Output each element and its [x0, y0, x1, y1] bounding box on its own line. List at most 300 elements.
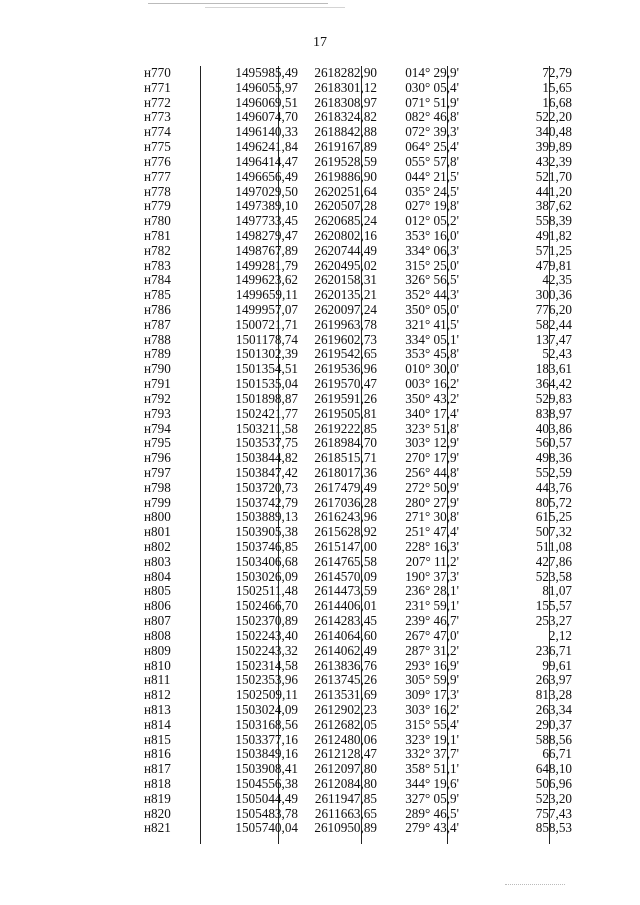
distance-cell: 491,82	[535, 227, 572, 243]
direction-angle-cell: 303° 16,2'	[405, 701, 459, 717]
point-id-cell: н794	[144, 420, 171, 436]
point-id-cell: н810	[144, 657, 171, 673]
page-number: 17	[313, 35, 327, 50]
point-id-cell: н818	[144, 776, 171, 791]
x-coordinate-cell: 1502509,11	[235, 687, 298, 703]
table-row	[120, 66, 598, 81]
x-coordinate-cell: 1501354,51	[235, 361, 298, 377]
distance-cell: 558,39	[535, 213, 572, 229]
distance-cell: 498,36	[535, 450, 572, 466]
y-coordinate-cell: 2620685,24	[314, 213, 377, 229]
x-coordinate-cell: 1503377,16	[235, 731, 298, 747]
distance-cell: 522,20	[535, 109, 572, 125]
point-id-cell: н776	[144, 153, 171, 169]
distance-cell: 66,71	[542, 746, 572, 762]
point-id-cell: н816	[144, 746, 171, 762]
distance-cell: 523,20	[535, 790, 572, 806]
point-id-cell: н778	[144, 183, 171, 199]
direction-angle-cell: 353° 16,0'	[405, 227, 459, 243]
direction-angle-cell: 352° 44,3'	[405, 287, 459, 303]
point-id-cell: н819	[144, 790, 171, 806]
distance-cell: 364,42	[535, 376, 572, 392]
distance-cell: 441,20	[535, 183, 572, 199]
x-coordinate-cell: 1502421,77	[235, 405, 298, 421]
distance-cell: 403,86	[535, 420, 572, 436]
table-row	[120, 155, 598, 170]
point-id-cell: н787	[144, 316, 171, 332]
x-coordinate-cell: 1503211,58	[235, 420, 298, 436]
direction-angle-cell: 350° 43,2'	[405, 390, 459, 406]
x-coordinate-cell: 1499281,79	[235, 257, 298, 273]
y-coordinate-cell: 2613836,76	[314, 657, 377, 673]
distance-cell: 776,20	[535, 302, 572, 317]
y-coordinate-cell: 2612097,80	[314, 761, 377, 777]
x-coordinate-cell: 1502466,70	[235, 598, 298, 614]
point-id-cell: н821	[144, 820, 171, 836]
point-id-cell: н815	[144, 731, 171, 747]
y-coordinate-cell: 2614570,09	[314, 568, 377, 584]
x-coordinate-cell: 1503026,09	[235, 568, 298, 584]
table-row	[120, 792, 598, 807]
table-row	[120, 125, 598, 140]
direction-angle-cell: 279° 43,4'	[405, 820, 459, 836]
direction-angle-cell: 072° 39,3'	[405, 124, 459, 140]
table-row	[120, 392, 598, 407]
point-id-cell: н789	[144, 346, 171, 362]
x-coordinate-cell: 1505483,78	[235, 805, 298, 821]
x-coordinate-cell: 1501898,87	[235, 390, 298, 406]
x-coordinate-cell: 1503720,73	[235, 479, 298, 495]
direction-angle-cell: 303° 12,9'	[405, 435, 459, 451]
distance-cell: 858,53	[535, 820, 572, 836]
point-id-cell: н817	[144, 761, 171, 777]
x-coordinate-cell: 1505740,04	[235, 820, 298, 836]
direction-angle-cell: 305° 59,9'	[405, 672, 459, 688]
x-coordinate-cell: 1503406,68	[235, 553, 298, 569]
table-row	[120, 629, 598, 644]
y-coordinate-cell: 2620507,28	[314, 198, 377, 214]
y-coordinate-cell: 2615147,00	[314, 539, 377, 554]
top-decorative-rule-secondary	[205, 7, 345, 8]
x-coordinate-cell: 1501302,39	[235, 346, 298, 362]
point-id-cell: н811	[144, 672, 171, 688]
x-coordinate-cell: 1499659,11	[235, 287, 298, 303]
direction-angle-cell: 270° 17,9'	[405, 450, 459, 466]
table-row	[120, 614, 598, 629]
point-id-cell: н780	[144, 213, 171, 229]
x-coordinate-cell: 1502314,58	[235, 657, 298, 673]
distance-cell: 236,71	[535, 642, 572, 658]
y-coordinate-cell: 2620802,16	[314, 227, 377, 243]
x-coordinate-cell: 1496069,51	[235, 94, 298, 110]
distance-cell: 648,10	[535, 761, 572, 777]
coordinates-grid	[120, 66, 598, 836]
y-coordinate-cell: 2615628,92	[314, 524, 377, 540]
y-coordinate-cell: 2619536,96	[314, 361, 377, 377]
table-row	[120, 644, 598, 659]
table-row	[120, 140, 598, 155]
point-id-cell: н806	[144, 598, 171, 614]
x-coordinate-cell: 1496656,49	[235, 168, 298, 184]
point-id-cell: н797	[144, 464, 171, 480]
table-row	[120, 288, 598, 303]
table-body	[120, 66, 598, 836]
distance-cell: 443,76	[535, 479, 572, 495]
x-coordinate-cell: 1496074,70	[235, 109, 298, 125]
point-id-cell: н792	[144, 390, 171, 406]
table-row	[120, 362, 598, 377]
y-coordinate-cell: 2618017,36	[314, 464, 377, 480]
distance-cell: 72,79	[542, 65, 572, 80]
y-coordinate-cell: 2618842,88	[314, 124, 377, 140]
x-coordinate-cell: 1505044,49	[235, 790, 298, 806]
direction-angle-cell: 323° 19,1'	[405, 731, 459, 747]
direction-angle-cell: 064° 25,4'	[405, 139, 459, 155]
direction-angle-cell: 326° 56,5'	[405, 272, 459, 288]
distance-cell: 16,68	[542, 94, 572, 110]
table-row	[120, 333, 598, 348]
point-id-cell: н784	[144, 272, 171, 288]
distance-cell: 42,35	[542, 272, 572, 288]
y-coordinate-cell: 2612480,06	[314, 731, 377, 747]
direction-angle-cell: 350° 05,0'	[405, 302, 459, 317]
direction-angle-cell: 340° 17,4'	[405, 405, 459, 421]
direction-angle-cell: 003° 16,2'	[405, 376, 459, 392]
x-coordinate-cell: 1497389,10	[235, 198, 298, 214]
x-coordinate-cell: 1500721,71	[235, 316, 298, 332]
table-row	[120, 303, 598, 318]
table-row	[120, 703, 598, 718]
point-id-cell: н781	[144, 227, 171, 243]
table-row	[120, 259, 598, 274]
x-coordinate-cell: 1501178,74	[235, 331, 298, 347]
direction-angle-cell: 358° 51,1'	[405, 761, 459, 777]
y-coordinate-cell: 2613531,69	[314, 687, 377, 703]
table-row	[120, 777, 598, 792]
point-id-cell: н791	[144, 376, 171, 392]
x-coordinate-cell: 1502370,89	[235, 613, 298, 629]
direction-angle-cell: 010° 30,0'	[405, 361, 459, 377]
point-id-cell: н809	[144, 642, 171, 658]
table-row	[120, 570, 598, 585]
x-coordinate-cell: 1496140,33	[235, 124, 298, 140]
point-id-cell: н793	[144, 405, 171, 421]
distance-cell: 155,57	[535, 598, 572, 614]
distance-cell: 432,39	[535, 153, 572, 169]
direction-angle-cell: 272° 50,9'	[405, 479, 459, 495]
y-coordinate-cell: 2612902,23	[314, 701, 377, 717]
point-id-cell: н813	[144, 701, 171, 717]
distance-cell: 615,25	[535, 509, 572, 525]
point-id-cell: н801	[144, 524, 171, 540]
direction-angle-cell: 327° 05,9'	[405, 790, 459, 806]
direction-angle-cell: 334° 05,1'	[405, 331, 459, 347]
table-row	[120, 96, 598, 111]
distance-cell: 507,32	[535, 524, 572, 540]
x-coordinate-cell: 1502353,96	[235, 672, 298, 688]
y-coordinate-cell: 2620135,21	[314, 287, 377, 303]
y-coordinate-cell: 2618282,90	[314, 65, 377, 80]
distance-cell: 813,28	[535, 687, 572, 703]
y-coordinate-cell: 2612128,47	[314, 746, 377, 762]
distance-cell: 427,86	[535, 553, 572, 569]
y-coordinate-cell: 2618324,82	[314, 109, 377, 125]
table-row	[120, 584, 598, 599]
point-id-cell: н770	[144, 65, 171, 80]
table-row	[120, 81, 598, 96]
table-row	[120, 659, 598, 674]
y-coordinate-cell: 2617036,28	[314, 494, 377, 510]
distance-cell: 137,47	[535, 331, 572, 347]
direction-angle-cell: 231° 59,1'	[405, 598, 459, 614]
point-id-cell: н803	[144, 553, 171, 569]
distance-cell: 582,44	[535, 316, 572, 332]
point-id-cell: н796	[144, 450, 171, 466]
distance-cell: 560,57	[535, 435, 572, 451]
table-row	[120, 481, 598, 496]
x-coordinate-cell: 1499957,07	[235, 302, 298, 317]
x-coordinate-cell: 1503889,13	[235, 509, 298, 525]
y-coordinate-cell: 2618515,71	[314, 450, 377, 466]
x-coordinate-cell: 1495985,49	[235, 65, 298, 80]
table-row	[120, 688, 598, 703]
direction-angle-cell: 035° 24,5'	[405, 183, 459, 199]
table-row	[120, 540, 598, 555]
direction-angle-cell: 344° 19,6'	[405, 776, 459, 791]
y-coordinate-cell: 2617479,49	[314, 479, 377, 495]
distance-cell: 263,97	[535, 672, 572, 688]
distance-cell: 838,97	[535, 405, 572, 421]
x-coordinate-cell: 1503024,09	[235, 701, 298, 717]
table-row	[120, 244, 598, 259]
y-coordinate-cell: 2619222,85	[314, 420, 377, 436]
direction-angle-cell: 251° 47,4'	[405, 524, 459, 540]
table-row	[120, 496, 598, 511]
y-coordinate-cell: 2611663,65	[314, 805, 377, 821]
direction-angle-cell: 289° 46,5'	[405, 805, 459, 821]
point-id-cell: н771	[144, 79, 171, 95]
direction-angle-cell: 082° 46,8'	[405, 109, 459, 125]
y-coordinate-cell: 2614064,60	[314, 627, 377, 643]
x-coordinate-cell: 1503849,16	[235, 746, 298, 762]
y-coordinate-cell: 2619886,90	[314, 168, 377, 184]
table-row	[120, 807, 598, 822]
x-coordinate-cell: 1498767,89	[235, 242, 298, 258]
direction-angle-cell: 267° 47,0'	[405, 627, 459, 643]
direction-angle-cell: 256° 44,8'	[405, 464, 459, 480]
y-coordinate-cell: 2619591,26	[314, 390, 377, 406]
direction-angle-cell: 271° 30,8'	[405, 509, 459, 525]
direction-angle-cell: 332° 37,7'	[405, 746, 459, 762]
table-row	[120, 733, 598, 748]
table-row	[120, 318, 598, 333]
x-coordinate-cell: 1503742,79	[235, 494, 298, 510]
y-coordinate-cell: 2614765,58	[314, 553, 377, 569]
y-coordinate-cell: 2614406,01	[314, 598, 377, 614]
distance-cell: 183,61	[535, 361, 572, 377]
table-row	[120, 451, 598, 466]
direction-angle-cell: 027° 19,8'	[405, 198, 459, 214]
point-id-cell: н814	[144, 716, 171, 732]
distance-cell: 805,72	[535, 494, 572, 510]
point-id-cell: н802	[144, 539, 171, 554]
direction-angle-cell: 353° 45,8'	[405, 346, 459, 362]
point-id-cell: н773	[144, 109, 171, 125]
point-id-cell: н804	[144, 568, 171, 584]
y-coordinate-cell: 2619542,65	[314, 346, 377, 362]
distance-cell: 588,56	[535, 731, 572, 747]
table-row	[120, 718, 598, 733]
distance-cell: 757,43	[535, 805, 572, 821]
y-coordinate-cell: 2618984,70	[314, 435, 377, 451]
direction-angle-cell: 012° 05,2'	[405, 213, 459, 229]
point-id-cell: н790	[144, 361, 171, 377]
x-coordinate-cell: 1502511,48	[235, 583, 298, 599]
x-coordinate-cell: 1496055,97	[235, 79, 298, 95]
direction-angle-cell: 030° 05,4'	[405, 79, 459, 95]
x-coordinate-cell: 1504556,38	[235, 776, 298, 791]
table-row	[120, 599, 598, 614]
distance-cell: 571,25	[535, 242, 572, 258]
y-coordinate-cell: 2612682,05	[314, 716, 377, 732]
y-coordinate-cell: 2612084,80	[314, 776, 377, 791]
direction-angle-cell: 315° 25,0'	[405, 257, 459, 273]
distance-cell: 479,81	[535, 257, 572, 273]
point-id-cell: н774	[144, 124, 171, 140]
x-coordinate-cell: 1503908,41	[235, 761, 298, 777]
distance-cell: 529,83	[535, 390, 572, 406]
x-coordinate-cell: 1498279,47	[235, 227, 298, 243]
y-coordinate-cell: 2619570,47	[314, 376, 377, 392]
distance-cell: 387,62	[535, 198, 572, 214]
direction-angle-cell: 044° 21,5'	[405, 168, 459, 184]
y-coordinate-cell: 2610950,89	[314, 820, 377, 836]
direction-angle-cell: 293° 16,9'	[405, 657, 459, 673]
point-id-cell: н798	[144, 479, 171, 495]
x-coordinate-cell: 1502243,32	[235, 642, 298, 658]
table-row	[120, 407, 598, 422]
y-coordinate-cell: 2614062,49	[314, 642, 377, 658]
table-row	[120, 747, 598, 762]
direction-angle-cell: 055° 57,8'	[405, 153, 459, 169]
direction-angle-cell: 309° 17,3'	[405, 687, 459, 703]
point-id-cell: н786	[144, 302, 171, 317]
distance-cell: 99,61	[542, 657, 572, 673]
direction-angle-cell: 071° 51,9'	[405, 94, 459, 110]
table-row	[120, 273, 598, 288]
direction-angle-cell: 321° 41,5'	[405, 316, 459, 332]
direction-angle-cell: 228° 16,3'	[405, 539, 459, 554]
point-id-cell: н772	[144, 94, 171, 110]
y-coordinate-cell: 2616243,96	[314, 509, 377, 525]
point-id-cell: н775	[144, 139, 171, 155]
point-id-cell: н785	[144, 287, 171, 303]
bottom-decorative-mark	[505, 884, 565, 885]
direction-angle-cell: 014° 29,9'	[405, 65, 459, 80]
table-row	[120, 110, 598, 125]
distance-cell: 511,08	[536, 539, 572, 554]
y-coordinate-cell: 2614283,45	[314, 613, 377, 629]
table-row	[120, 466, 598, 481]
direction-angle-cell: 334° 06,3'	[405, 242, 459, 258]
x-coordinate-cell: 1503746,85	[235, 539, 298, 554]
y-coordinate-cell: 2611947,85	[314, 790, 377, 806]
distance-cell: 523,58	[535, 568, 572, 584]
point-id-cell: н788	[144, 331, 171, 347]
y-coordinate-cell: 2620744,49	[314, 242, 377, 258]
point-id-cell: н800	[144, 509, 171, 525]
point-id-cell: н820	[144, 805, 171, 821]
direction-angle-cell: 190° 37,3'	[405, 568, 459, 584]
x-coordinate-cell: 1503168,56	[235, 716, 298, 732]
table-row	[120, 422, 598, 437]
y-coordinate-cell: 2619963,78	[314, 316, 377, 332]
distance-cell: 552,59	[535, 464, 572, 480]
distance-cell: 521,70	[535, 168, 572, 184]
table-row	[120, 377, 598, 392]
point-id-cell: н812	[144, 687, 171, 703]
y-coordinate-cell: 2619167,89	[314, 139, 377, 155]
point-id-cell: н805	[144, 583, 171, 599]
top-decorative-rule	[148, 3, 328, 4]
direction-angle-cell: 239° 46,7'	[405, 613, 459, 629]
y-coordinate-cell: 2618301,12	[314, 79, 377, 95]
table-row	[120, 229, 598, 244]
x-coordinate-cell: 1497733,45	[235, 213, 298, 229]
table-row	[120, 510, 598, 525]
point-id-cell: н783	[144, 257, 171, 273]
distance-cell: 300,36	[535, 287, 572, 303]
distance-cell: 52,43	[542, 346, 572, 362]
distance-cell: 399,89	[535, 139, 572, 155]
y-coordinate-cell: 2620097,24	[314, 302, 377, 317]
table-row	[120, 170, 598, 185]
direction-angle-cell: 323° 51,8'	[405, 420, 459, 436]
x-coordinate-cell: 1497029,50	[235, 183, 298, 199]
table-row	[120, 525, 598, 540]
x-coordinate-cell: 1503847,42	[235, 464, 298, 480]
table-row	[120, 199, 598, 214]
distance-cell: 340,48	[535, 124, 572, 140]
distance-cell: 2,12	[548, 627, 572, 643]
table-row	[120, 762, 598, 777]
y-coordinate-cell: 2620495,02	[314, 257, 377, 273]
y-coordinate-cell: 2618308,97	[314, 94, 377, 110]
y-coordinate-cell: 2613745,26	[314, 672, 377, 688]
distance-cell: 263,34	[535, 701, 572, 717]
point-id-cell: н782	[144, 242, 171, 258]
direction-angle-cell: 315° 55,4'	[405, 716, 459, 732]
point-id-cell: н807	[144, 613, 171, 629]
distance-cell: 506,96	[535, 776, 572, 791]
y-coordinate-cell: 2620158,31	[314, 272, 377, 288]
distance-cell: 15,65	[542, 79, 572, 95]
distance-cell: 81,07	[542, 583, 572, 599]
y-coordinate-cell: 2620251,64	[314, 183, 377, 199]
distance-cell: 290,37	[535, 716, 572, 732]
x-coordinate-cell: 1503844,82	[235, 450, 298, 466]
direction-angle-cell: 287° 31,2'	[405, 642, 459, 658]
x-coordinate-cell: 1501535,04	[235, 376, 298, 392]
x-coordinate-cell: 1503905,38	[235, 524, 298, 540]
point-id-cell: н779	[144, 198, 171, 214]
direction-angle-cell: 236° 28,1'	[405, 583, 459, 599]
distance-cell: 253,27	[535, 613, 572, 629]
x-coordinate-cell: 1496241,84	[235, 139, 298, 155]
point-id-cell: н808	[144, 627, 171, 643]
table-row	[120, 673, 598, 688]
table-row	[120, 214, 598, 229]
